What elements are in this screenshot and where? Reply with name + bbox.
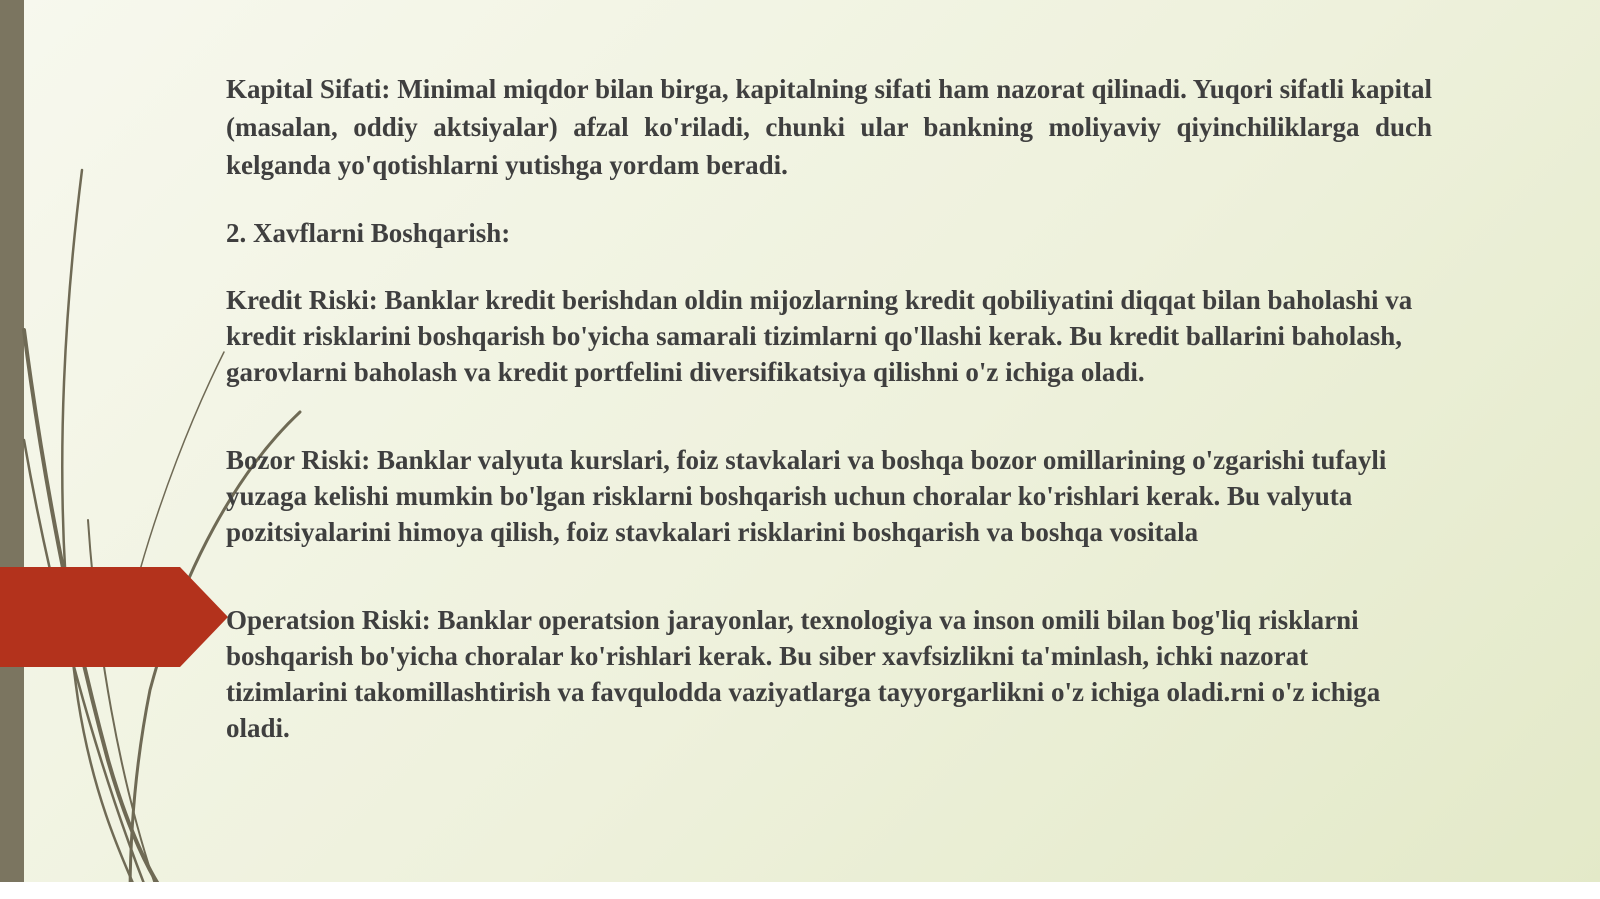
decor-curve xyxy=(140,352,224,570)
bottom-margin xyxy=(0,882,1600,899)
paragraph-kredit-riski: Kredit Riski: Banklar kredit berishdan oldin mijozlarning kredit qobiliyatini diqqat bilan baholashi va kredit risklarini boshqarish bo'yicha samarali tizimlarni qo'llashi kerak. Bu kredit ballarini baholash, garovlarni baholash va kredit portfelini diversifikatsiya qilishni o'z ichiga oladi. xyxy=(226,285,1413,387)
paragraph-kapital-sifati: Kapital Sifati: Minimal miqdor bilan birga, kapitalning sifati ham nazorat qilinadi. Yuqori sifatli kapital (masalan, oddiy aktsiyalar) afzal ko'riladi, chunki ular bankning moliyaviy qiyinchiliklarga duch kelganda yo'qotishlarni yutishga yordam beradi. xyxy=(226,74,1432,180)
section-heading-xavflarni-boshqarish: 2. Xavflarni Boshqarish: xyxy=(226,218,511,248)
paragraph-bozor-riski: Bozor Riski: Banklar valyuta kurslari, foiz stavkalari va boshqa bozor omillarining o'zgarishi tufayli yuzaga kelishi mumkin bo'lgan risklarni boshqarish uchun choralar ko'rishlari kerak. Bu valyuta pozitsiyalarini himoya qilish, foiz stavkalari risklarini boshqarish va boshqa vositala xyxy=(226,445,1387,547)
paragraph-operatsion-riski: Operatsion Riski: Banklar operatsion jarayonlar, texnologiya va inson omili bilan bog'liq risklarni boshqarish bo'yicha choralar ko'rishlari kerak. Bu siber xavfsizlikni ta'minlash, ichki nazorat tizimlarini takomillashtirish va favqulodda vaziyatlarga tayyorgarlikni o'z ichiga oladi.rni o'z ichiga oladi. xyxy=(226,605,1381,743)
arrow-shape xyxy=(0,567,228,667)
